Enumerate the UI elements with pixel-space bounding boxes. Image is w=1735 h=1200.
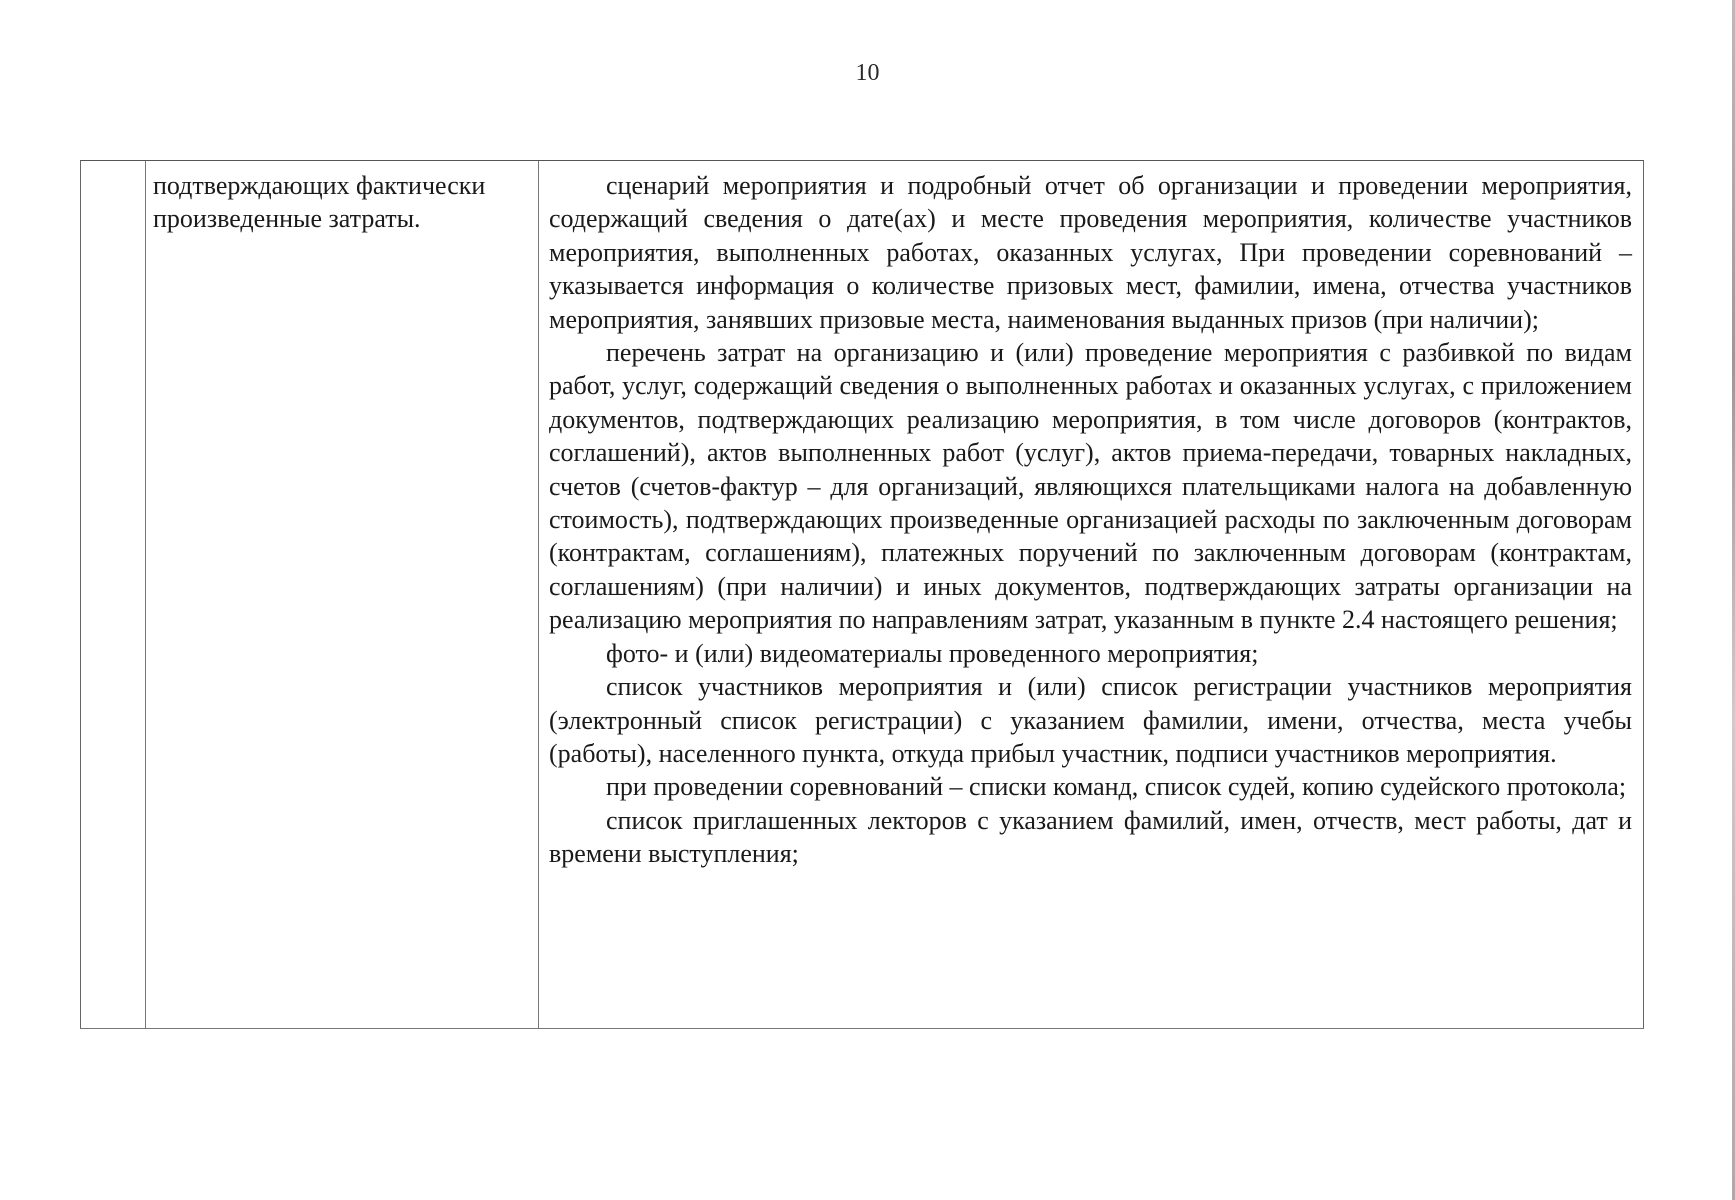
paragraph-lecturers: список приглашенных лекторов с указанием фамилий, имен, отчеств, мест работы, дат и времени выступления; [549,805,1632,869]
table-cell-documents [549,169,1632,871]
page-number: 10 [855,60,880,86]
paragraph-cost-list: перечень затрат на организацию и (или) проведение мероприятия с разбивкой по видам работ, услуг, содержащий сведения о выполненных работах и оказанных услугах, с приложением документов, подтверждающих реализацию мероприятия, в том числе договоров (контрактов, соглашений), актов выполненных работ (услуг), актов приема-передачи, товарных накладных, счетов (счетов-фактур – для организаций, являющихся плательщиками налога на добавленную стоимость), подтверждающих произведенные организацией расходы по заключенным договорам (контрактам, соглашениям), платежных поручений по заключенным договорам (контрактам, соглашениям) (при наличии) и иных документов, подтверждающих затраты организации на реализацию мероприятия по направлениям затрат, указанным в пункте 2.4 настоящего решения; [549,338,1632,635]
document-table [80,160,1644,1029]
column-divider-2 [538,161,539,1028]
paragraph-competitions: при проведении соревнований – списки команд, список судей, копию судейского протокола; [606,772,1627,802]
paragraph-media: фото- и (или) видеоматериалы проведенного мероприятия; [606,638,1259,668]
paragraph-scenario: сценарий мероприятия и подробный отчет об организации и проведении мероприятия, содержащий сведения о дате(ах) и месте проведения мероприятия, количестве участников мероприятия, выполненных работах, оказанных услугах, При проведении соревнований – указывается информация о количестве призовых мест, фамилии, имена, отчества участников мероприятия, занявших призовые места, наименования выданных призов (при наличии); [549,171,1632,334]
paragraph-participants: список участников мероприятия и (или) список регистрации участников мероприятия (электронный список регистрации) с указанием фамилии, имени, отчества, места учебы (работы), населенного пункта, откуда прибыл участник, подписи участников мероприятия. [549,672,1632,768]
column-divider-1 [145,161,146,1028]
table-cell-requirement: подтверждающих фактически произведенные затраты. [153,171,486,233]
